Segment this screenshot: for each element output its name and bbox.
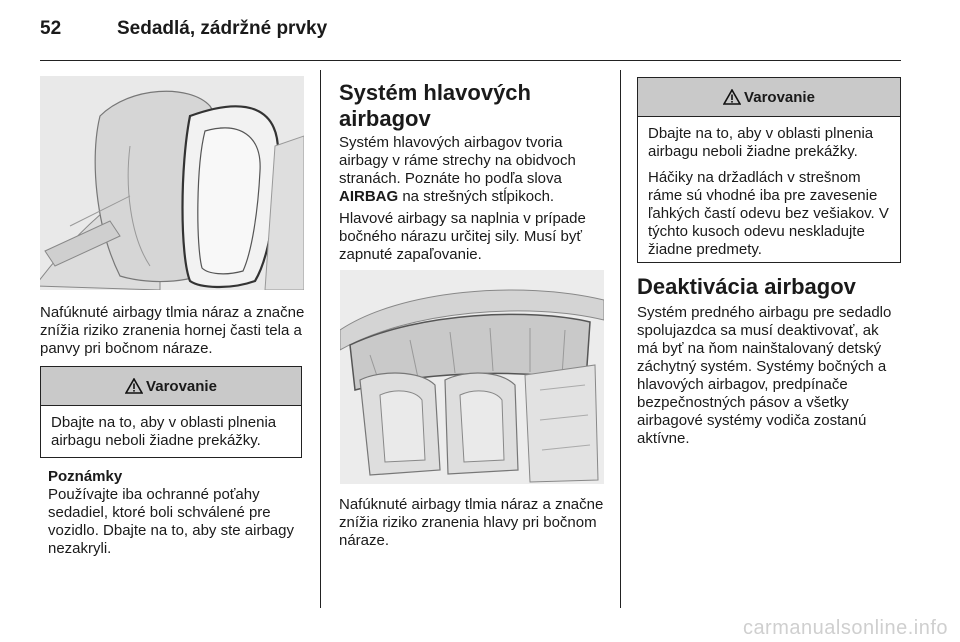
column-divider-2 [620, 70, 621, 608]
warning-title: Varovanie [744, 88, 815, 106]
warning-box-2 [637, 77, 901, 263]
warning-triangle-icon [723, 89, 741, 105]
head-airbag-paragraph-2: Hlavové airbagy sa naplnia v prípade bočného nárazu určitej sily. Musí byť zapnuté zapaľovanie. [339, 210, 586, 263]
head-airbag-heading: Systém hlavových airbagov [339, 80, 531, 131]
warning-title: Varovanie [146, 377, 217, 395]
page-title: Sedadlá, zádržné prvky [117, 18, 328, 39]
side-airbag-illustration [40, 76, 304, 290]
deactivation-paragraph: Systém predného airbagu pre sedadlo spolujazdca sa musí deaktivovať, ak má byť na ňom nainštalovaný detský záchytný systém. Systémy bočných a hlavových airbagov, predpínače bezpečnostných pásov a všetky airbagové systémy vodiča zostanú aktívne. [637, 304, 892, 447]
deactivation-heading: Deaktivácia airbagov [637, 274, 856, 299]
watermark: carmanualsonline.info [742, 617, 948, 639]
page-number: 52 [40, 18, 62, 39]
column-divider-1 [320, 70, 321, 608]
header-divider [40, 60, 901, 61]
paragraph-text: Systém hlavových airbagov tvoria airbagy v ráme strechy na obidvoch stranách. Poznáte ho podľa slova [339, 134, 576, 187]
airbag-label: AIRBAG [339, 188, 399, 205]
head-airbag-caption: Nafúknuté airbagy tlmia náraz a značne znížia riziko zranenia hlavy pri bočnom náraze. [339, 496, 604, 549]
warning-box-1 [40, 366, 302, 458]
warning-header [41, 367, 301, 406]
side-airbag-caption: Nafúknuté airbagy tlmia náraz a značne znížia riziko zranenia hornej časti tela a panvy pri bočnom náraze. [40, 304, 305, 357]
head-airbag-paragraph-1 [339, 134, 604, 206]
paragraph-text: na strešných stĺpikoch. [398, 188, 555, 205]
head-airbag-illustration [340, 270, 604, 484]
warning-paragraph-2: Háčiky na držadlách v strešnom ráme sú vhodné iba pre zavesenie ľahkých častí odevu bez vešiakov. V týchto kusoch odevu neskladujte žiadne predmety. [648, 169, 889, 258]
note-title: Poznámky [48, 468, 123, 485]
warning-triangle-icon [125, 378, 143, 394]
warning-text: Dbajte na to, aby v oblasti plnenia airbagu neboli žiadne prekážky. [51, 414, 277, 449]
note-text: Používajte iba ochranné poťahy sedadiel, ktoré boli schválené pre vozidlo. Dbajte na to, aby ste airbagy nezakryli. [48, 486, 294, 557]
warning-paragraph-1: Dbajte na to, aby v oblasti plnenia airbagu neboli žiadne prekážky. [648, 125, 874, 160]
warning-header [638, 78, 900, 117]
